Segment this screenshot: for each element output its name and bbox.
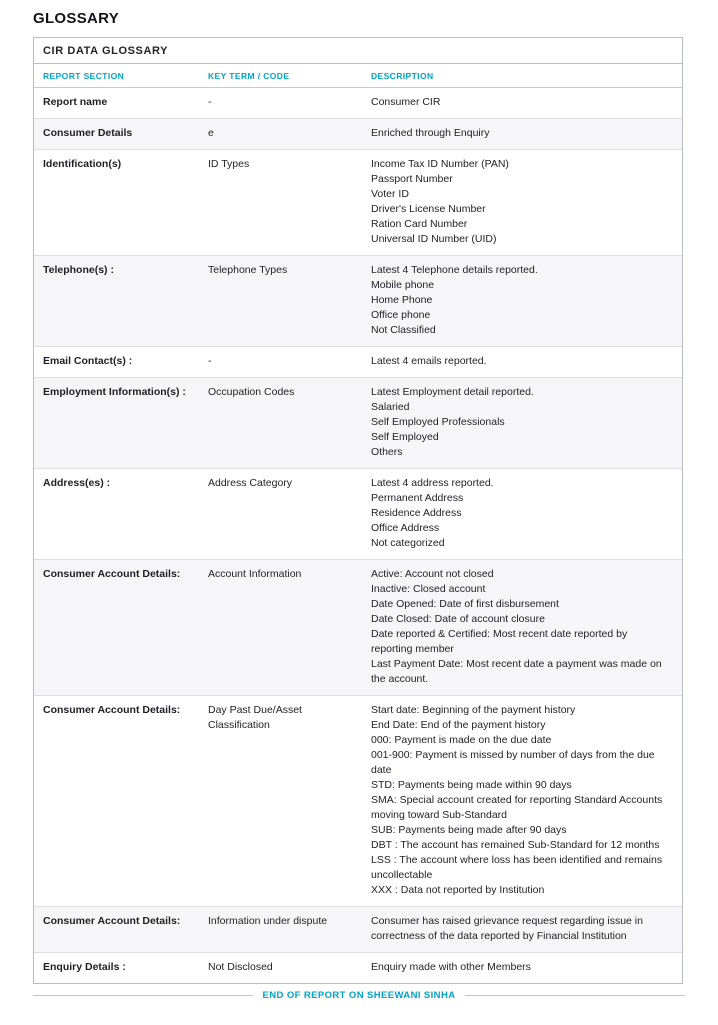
- description-line: Ration Card Number: [371, 218, 468, 230]
- description-line: DBT : The account has remained Sub-Standard for 12 months: [371, 839, 660, 851]
- footer-rule-left: [33, 995, 253, 996]
- description-line: Consumer has raised grievance request regarding issue in correctness of the data reported by Financial Institution: [371, 915, 643, 942]
- description-cell: [362, 347, 682, 377]
- description-line: Start date: Beginning of the payment history: [371, 704, 576, 716]
- report-section-cell: Report name: [43, 96, 108, 108]
- report-section-cell: Consumer Account Details:: [43, 704, 181, 716]
- description-line: Latest 4 emails reported.: [371, 355, 487, 367]
- description-line: Self Employed: [371, 431, 439, 443]
- key-term-code-cell: Address Category: [208, 477, 293, 489]
- column-header-description: DESCRIPTION: [371, 71, 434, 81]
- description-line: Office phone: [371, 309, 431, 321]
- table-row: [34, 907, 682, 953]
- description-cell: [362, 88, 682, 118]
- description-line: Income Tax ID Number (PAN): [371, 158, 509, 170]
- description-line: Salaried: [371, 401, 410, 413]
- glossary-table: [33, 37, 683, 984]
- report-section-cell: Address(es) :: [43, 477, 111, 489]
- description-line: 001-900: Payment is missed by number of days from the due date: [371, 749, 655, 776]
- description-cell: [362, 469, 682, 559]
- report-footer: [33, 984, 685, 1015]
- page-title: GLOSSARY: [33, 10, 120, 27]
- description-line: Universal ID Number (UID): [371, 233, 497, 245]
- column-header-key-term-code: KEY TERM / CODE: [208, 71, 290, 81]
- report-section-cell: Consumer Account Details:: [43, 568, 181, 580]
- key-term-code-cell: Information under dispute: [208, 915, 328, 927]
- report-section-cell: Consumer Details: [43, 127, 133, 139]
- key-term-code-cell: Day Past Due/Asset Classification: [208, 704, 302, 731]
- description-line: Home Phone: [371, 294, 433, 306]
- description-line: Permanent Address: [371, 492, 464, 504]
- description-cell: [362, 907, 682, 952]
- description-line: XXX : Data not reported by Institution: [371, 884, 545, 896]
- table-row: [34, 696, 682, 907]
- description-line: Date reported & Certified: Most recent date reported by reporting member: [371, 628, 628, 655]
- table-row: [34, 88, 682, 119]
- description-line: Not categorized: [371, 537, 445, 549]
- description-line: Date Closed: Date of account closure: [371, 613, 545, 625]
- description-line: Latest 4 Telephone details reported.: [371, 264, 538, 276]
- key-term-code-cell: -: [208, 355, 212, 367]
- table-header-row: [34, 64, 682, 88]
- description-cell: [362, 150, 682, 255]
- description-line: Office Address: [371, 522, 440, 534]
- key-term-code-cell: Account Information: [208, 568, 302, 580]
- table-row: [34, 469, 682, 560]
- description-cell: [362, 119, 682, 149]
- description-line: STD: Payments being made within 90 days: [371, 779, 572, 791]
- key-term-code-cell: Not Disclosed: [208, 961, 273, 973]
- table-row: [34, 150, 682, 256]
- description-line: Residence Address: [371, 507, 462, 519]
- key-term-code-cell: ID Types: [208, 158, 250, 170]
- report-section-cell: Email Contact(s) :: [43, 355, 133, 367]
- description-line: Active: Account not closed: [371, 568, 494, 580]
- description-line: Latest Employment detail reported.: [371, 386, 534, 398]
- key-term-code-cell: e: [208, 127, 214, 139]
- table-row: [34, 347, 682, 378]
- table-row: [34, 119, 682, 150]
- table-row: [34, 953, 682, 983]
- end-of-report-text: END OF REPORT ON SHEEWANI SINHA: [262, 990, 456, 1001]
- table-row: [34, 560, 682, 696]
- key-term-code-cell: Occupation Codes: [208, 386, 295, 398]
- key-term-code-cell: Telephone Types: [208, 264, 288, 276]
- description-line: Enquiry made with other Members: [371, 961, 531, 973]
- report-section-cell: Telephone(s) :: [43, 264, 114, 276]
- footer-rule-right: [465, 995, 685, 996]
- description-line: Passport Number: [371, 173, 453, 185]
- description-line: Inactive: Closed account: [371, 583, 486, 595]
- table-row: [34, 378, 682, 469]
- description-cell: [362, 696, 682, 906]
- description-cell: [362, 256, 682, 346]
- description-line: Others: [371, 446, 403, 458]
- report-section-cell: Identification(s): [43, 158, 122, 170]
- description-line: Driver's License Number: [371, 203, 486, 215]
- description-line: Self Employed Professionals: [371, 416, 505, 428]
- table-row: [34, 256, 682, 347]
- description-line: Last Payment Date: Most recent date a payment was made on the account.: [371, 658, 662, 685]
- description-line: Mobile phone: [371, 279, 435, 291]
- report-section-cell: Employment Information(s) :: [43, 386, 186, 398]
- description-cell: [362, 560, 682, 695]
- description-cell: [362, 953, 682, 983]
- description-line: SUB: Payments being made after 90 days: [371, 824, 567, 836]
- description-line: Enriched through Enquiry: [371, 127, 490, 139]
- report-section-cell: Enquiry Details :: [43, 961, 126, 973]
- table-title: CIR DATA GLOSSARY: [34, 38, 682, 64]
- column-header-report-section: REPORT SECTION: [43, 71, 125, 81]
- description-line: 000: Payment is made on the due date: [371, 734, 552, 746]
- description-line: Latest 4 address reported.: [371, 477, 494, 489]
- description-line: Not Classified: [371, 324, 436, 336]
- description-line: SMA: Special account created for reporting Standard Accounts moving toward Sub-Standard: [371, 794, 663, 821]
- description-line: End Date: End of the payment history: [371, 719, 546, 731]
- key-term-code-cell: -: [208, 96, 212, 108]
- description-cell: [362, 378, 682, 468]
- description-line: LSS : The account where loss has been identified and remains uncollectable: [371, 854, 663, 881]
- report-section-cell: Consumer Account Details:: [43, 915, 181, 927]
- description-line: Consumer CIR: [371, 96, 441, 108]
- glossary-table-body: [34, 88, 682, 983]
- description-line: Voter ID: [371, 188, 409, 200]
- description-line: Date Opened: Date of first disbursement: [371, 598, 559, 610]
